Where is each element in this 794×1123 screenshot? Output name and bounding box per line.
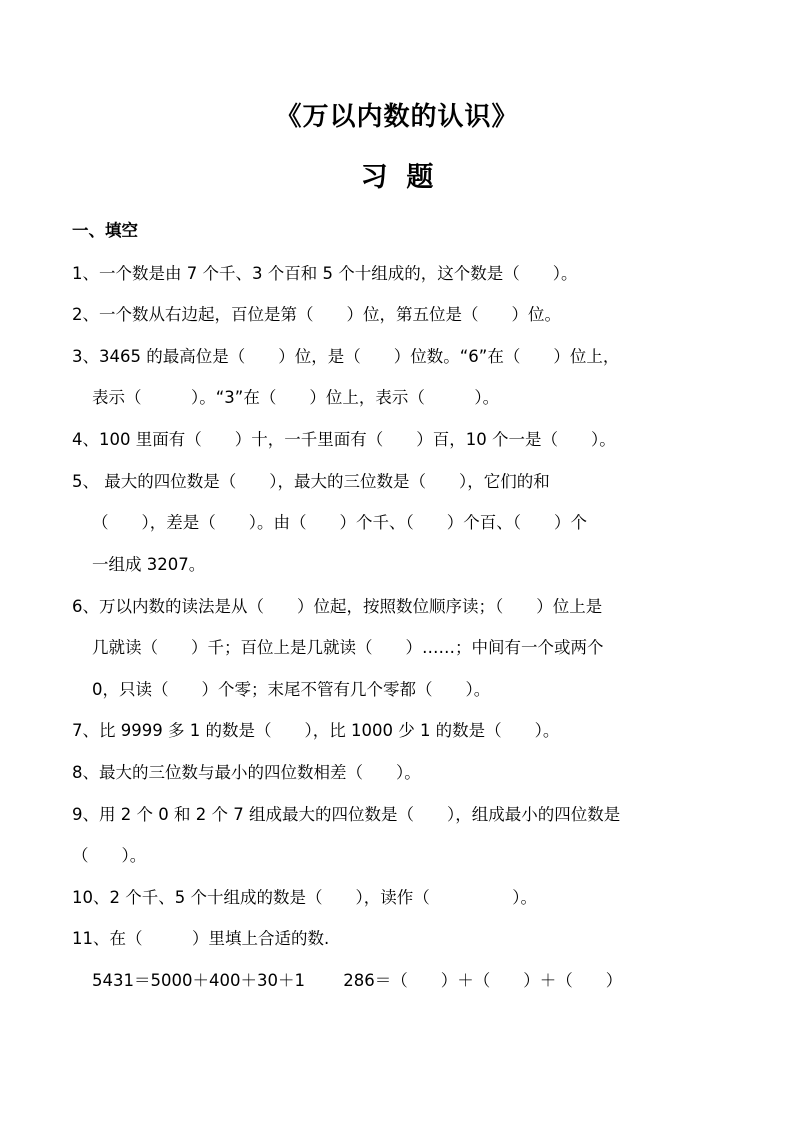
document-subtitle: 习 题 [360, 162, 434, 193]
question-6-line-2: 几就读（ ）千；百位上是几就读（ ）……；中间有一个或两个 [92, 638, 604, 657]
question-9-line-2: （ ）。 [72, 846, 147, 865]
question-6-line-3: 0，只读（ ）个零；末尾不管有几个零都（ ）。 [92, 680, 491, 699]
section-heading-fill-blank: 一、填空 [72, 221, 138, 240]
question-4: 4、100 里面有（ ）十，一千里面有（ ）百，10 个一是（ ）。 [72, 430, 616, 449]
question-7: 7、比 9999 多 1 的数是（ ），比 1000 少 1 的数是（ ）。 [72, 721, 560, 740]
question-3-line-2: 表示（ ）。“3”在（ ）位上，表示（ ）。 [92, 388, 500, 407]
question-2: 2、一个数从右边起，百位是第（ ）位，第五位是（ ）位。 [72, 305, 561, 324]
question-5-line-3: 一组成 3207。 [92, 555, 206, 574]
document-title: 《万以内数的认识》 [275, 102, 519, 132]
question-9-line-1: 9、用 2 个 0 和 2 个 7 组成最大的四位数是（ ），组成最小的四位数是 [72, 805, 621, 824]
question-11-equations: 5431＝5000＋400＋30＋1 286＝（ ）＋（ ）＋（ ） [92, 971, 623, 990]
question-6-line-1: 6、万以内数的读法是从（ ）位起，按照数位顺序读；（ ）位上是 [72, 597, 603, 616]
question-5-line-2: （ ），差是（ ）。由（ ）个千、（ ）个百、（ ）个 [92, 513, 587, 532]
question-11: 11、在（ ）里填上合适的数. [72, 929, 330, 948]
question-8: 8、最大的三位数与最小的四位数相差（ ）。 [72, 763, 421, 782]
question-1: 1、一个数是由 7 个千、3 个百和 5 个十组成的，这个数是（ ）。 [72, 264, 578, 283]
question-10: 10、2 个千、5 个十组成的数是（ ），读作（ ）。 [72, 888, 537, 907]
question-5-line-1: 5、 最大的四位数是（ ），最大的三位数是（ ），它们的和 [72, 472, 550, 491]
question-3-line-1: 3、3465 的最高位是（ ）位，是（ ）位数。“6”在（ ）位上， [72, 347, 620, 366]
